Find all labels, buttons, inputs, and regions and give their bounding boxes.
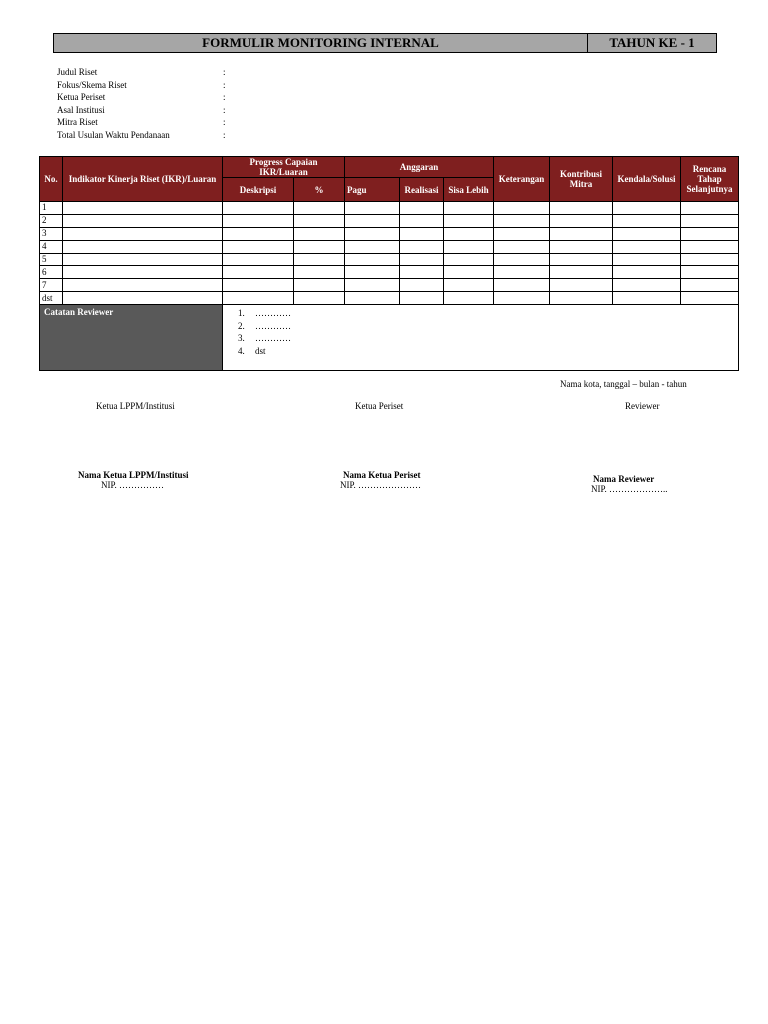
cell-rencana[interactable] [681,253,739,266]
cell-kontribusi[interactable] [550,292,613,305]
row-number: 3 [40,227,63,240]
table-body [40,202,739,371]
catatan-item [238,320,738,333]
cell-realisasi[interactable] [400,202,444,215]
cell-sisa[interactable] [444,279,494,292]
cell-realisasi[interactable] [400,227,444,240]
table-row [40,240,739,253]
header-kontribusi: Kontribusi Mitra [550,157,613,202]
signature-title-reviewer: Reviewer [625,401,660,411]
cell-persen[interactable] [294,214,345,227]
row-number: 1 [40,202,63,215]
cell-realisasi[interactable] [400,292,444,305]
cell-ikr[interactable] [63,227,223,240]
cell-kendala[interactable] [613,266,681,279]
cell-deskripsi[interactable] [223,240,294,253]
cell-sisa[interactable] [444,227,494,240]
cell-rencana[interactable] [681,202,739,215]
signature-block-reviewer [591,474,668,494]
cell-keterangan[interactable] [494,279,550,292]
catatan-reviewer-label: Catatan Reviewer [40,305,223,371]
cell-deskripsi[interactable] [223,266,294,279]
cell-keterangan[interactable] [494,253,550,266]
cell-rencana[interactable] [681,214,739,227]
cell-ikr[interactable] [63,214,223,227]
catatan-item [238,307,738,320]
row-number: 4 [40,240,63,253]
info-label: Asal Institusi [57,104,105,115]
cell-ikr[interactable] [63,266,223,279]
cell-sisa[interactable] [444,240,494,253]
cell-kendala[interactable] [613,240,681,253]
cell-persen[interactable] [294,279,345,292]
info-label: Ketua Periset [57,92,106,103]
info-colon: : [223,79,226,90]
table-row [40,266,739,279]
cell-kendala[interactable] [613,292,681,305]
table-row [40,227,739,240]
cell-pagu[interactable] [345,227,400,240]
header-rencana: Rencana Tahap Selanjutnya [681,157,739,202]
table-row [40,202,739,215]
cell-kendala[interactable] [613,227,681,240]
catatan-item-number: 2. [238,320,245,331]
cell-persen[interactable] [294,202,345,215]
signature-name-reviewer: Nama Reviewer [593,474,655,484]
header-keterangan: Keterangan [494,157,550,202]
info-label: Judul Riset [57,67,98,77]
catatan-item-number: 1. [238,308,245,319]
table-row [40,292,739,305]
cell-ikr[interactable] [63,253,223,266]
cell-persen[interactable] [294,292,345,305]
info-label: Total Usulan Waktu Pendanaan [57,129,170,140]
catatan-item [238,332,738,345]
info-row [57,104,233,117]
catatan-item-text: ………… [255,333,291,344]
cell-realisasi[interactable] [400,253,444,266]
row-number: dst [40,292,63,305]
cell-realisasi[interactable] [400,240,444,253]
cell-keterangan[interactable] [494,292,550,305]
cell-persen[interactable] [294,227,345,240]
info-colon: : [223,67,226,77]
header-persen: % [294,178,345,202]
info-colon: : [223,92,226,103]
place-date: Nama kota, tanggal – bulan - tahun [560,379,687,389]
signature-title-periset: Ketua Periset [355,401,404,411]
catatan-reviewer-row [40,305,739,371]
cell-sisa[interactable] [444,292,494,305]
signature-name-periset: Nama Ketua Periset [343,470,421,480]
cell-kendala[interactable] [613,253,681,266]
signature-title-lppm: Ketua LPPM/Institusi [96,401,175,411]
cell-rencana[interactable] [681,227,739,240]
info-row [57,79,233,92]
signature-nip-reviewer: NIP. ……………….. [591,484,668,494]
cell-kontribusi[interactable] [550,240,613,253]
cell-kontribusi[interactable] [550,202,613,215]
cell-pagu[interactable] [345,202,400,215]
cell-realisasi[interactable] [400,214,444,227]
info-row [57,129,233,142]
form-year: TAHUN KE - 1 [609,35,695,50]
table-row [40,253,739,266]
cell-kontribusi[interactable] [550,279,613,292]
table-row [40,214,739,227]
cell-keterangan[interactable] [494,227,550,240]
cell-realisasi[interactable] [400,266,444,279]
cell-rencana[interactable] [681,266,739,279]
cell-pagu[interactable] [345,279,400,292]
header-realisasi: Realisasi [400,178,444,202]
cell-kontribusi[interactable] [550,266,613,279]
cell-keterangan[interactable] [494,214,550,227]
cell-deskripsi[interactable] [223,253,294,266]
cell-sisa[interactable] [444,214,494,227]
cell-deskripsi[interactable] [223,214,294,227]
cell-deskripsi[interactable] [223,279,294,292]
info-label: Fokus/Skema Riset [57,79,127,90]
cell-deskripsi[interactable] [223,227,294,240]
info-colon: : [223,104,226,115]
cell-pagu[interactable] [345,266,400,279]
info-section [57,66,233,142]
header-anggaran: Anggaran [345,157,494,178]
row-number: 2 [40,214,63,227]
catatan-item [238,345,738,358]
header-ikr: Indikator Kinerja Riset (IKR)/Luaran [63,157,223,202]
info-label: Mitra Riset [57,117,98,128]
info-colon: : [223,117,226,128]
cell-pagu[interactable] [345,240,400,253]
cell-persen[interactable] [294,253,345,266]
row-number: 6 [40,266,63,279]
catatan-item-number: 3. [238,333,245,344]
signature-nip-periset: NIP. ………………… [340,480,422,490]
info-row [57,66,233,79]
catatan-reviewer-list[interactable] [223,305,739,371]
cell-persen[interactable] [294,240,345,253]
form-title-bar [53,33,717,53]
cell-kendala[interactable] [613,214,681,227]
monitoring-table [39,156,739,371]
cell-rencana[interactable] [681,292,739,305]
cell-ikr[interactable] [63,279,223,292]
cell-pagu[interactable] [345,292,400,305]
cell-rencana[interactable] [681,240,739,253]
header-progress: Progress Capaian IKR/Luaran [223,157,345,178]
cell-kontribusi[interactable] [550,253,613,266]
header-pagu: Pagu [345,178,400,202]
info-row [57,116,233,129]
catatan-item-text: dst [255,345,266,356]
cell-ikr[interactable] [63,240,223,253]
signature-block-periset [340,470,421,490]
signature-name-lppm: Nama Ketua LPPM/Institusi [78,470,189,480]
cell-ikr[interactable] [63,292,223,305]
cell-realisasi[interactable] [400,279,444,292]
cell-kendala[interactable] [613,202,681,215]
header-kendala: Kendala/Solusi [613,157,681,202]
cell-keterangan[interactable] [494,240,550,253]
cell-persen[interactable] [294,266,345,279]
catatan-item-text: ………… [255,320,291,331]
cell-deskripsi[interactable] [223,202,294,215]
header-sisa: Sisa Lebih [444,178,494,202]
info-colon: : [223,129,226,140]
header-no: No. [40,157,63,202]
catatan-item-text: ………… [255,308,291,319]
cell-keterangan[interactable] [494,266,550,279]
form-title: FORMULIR MONITORING INTERNAL [54,34,588,52]
row-number: 5 [40,253,63,266]
cell-sisa[interactable] [444,202,494,215]
catatan-item-number: 4. [238,345,245,356]
cell-sisa[interactable] [444,266,494,279]
row-number: 7 [40,279,63,292]
info-row [57,91,233,104]
cell-ikr[interactable] [63,202,223,215]
cell-kendala[interactable] [613,279,681,292]
header-deskripsi: Deskripsi [223,178,294,202]
cell-sisa[interactable] [444,253,494,266]
signature-block-lppm [78,470,189,490]
table-row [40,279,739,292]
cell-rencana[interactable] [681,279,739,292]
cell-keterangan[interactable] [494,202,550,215]
cell-deskripsi[interactable] [223,292,294,305]
signature-nip-lppm: NIP. …………… [101,480,165,490]
cell-kontribusi[interactable] [550,227,613,240]
cell-pagu[interactable] [345,253,400,266]
cell-pagu[interactable] [345,214,400,227]
cell-kontribusi[interactable] [550,214,613,227]
